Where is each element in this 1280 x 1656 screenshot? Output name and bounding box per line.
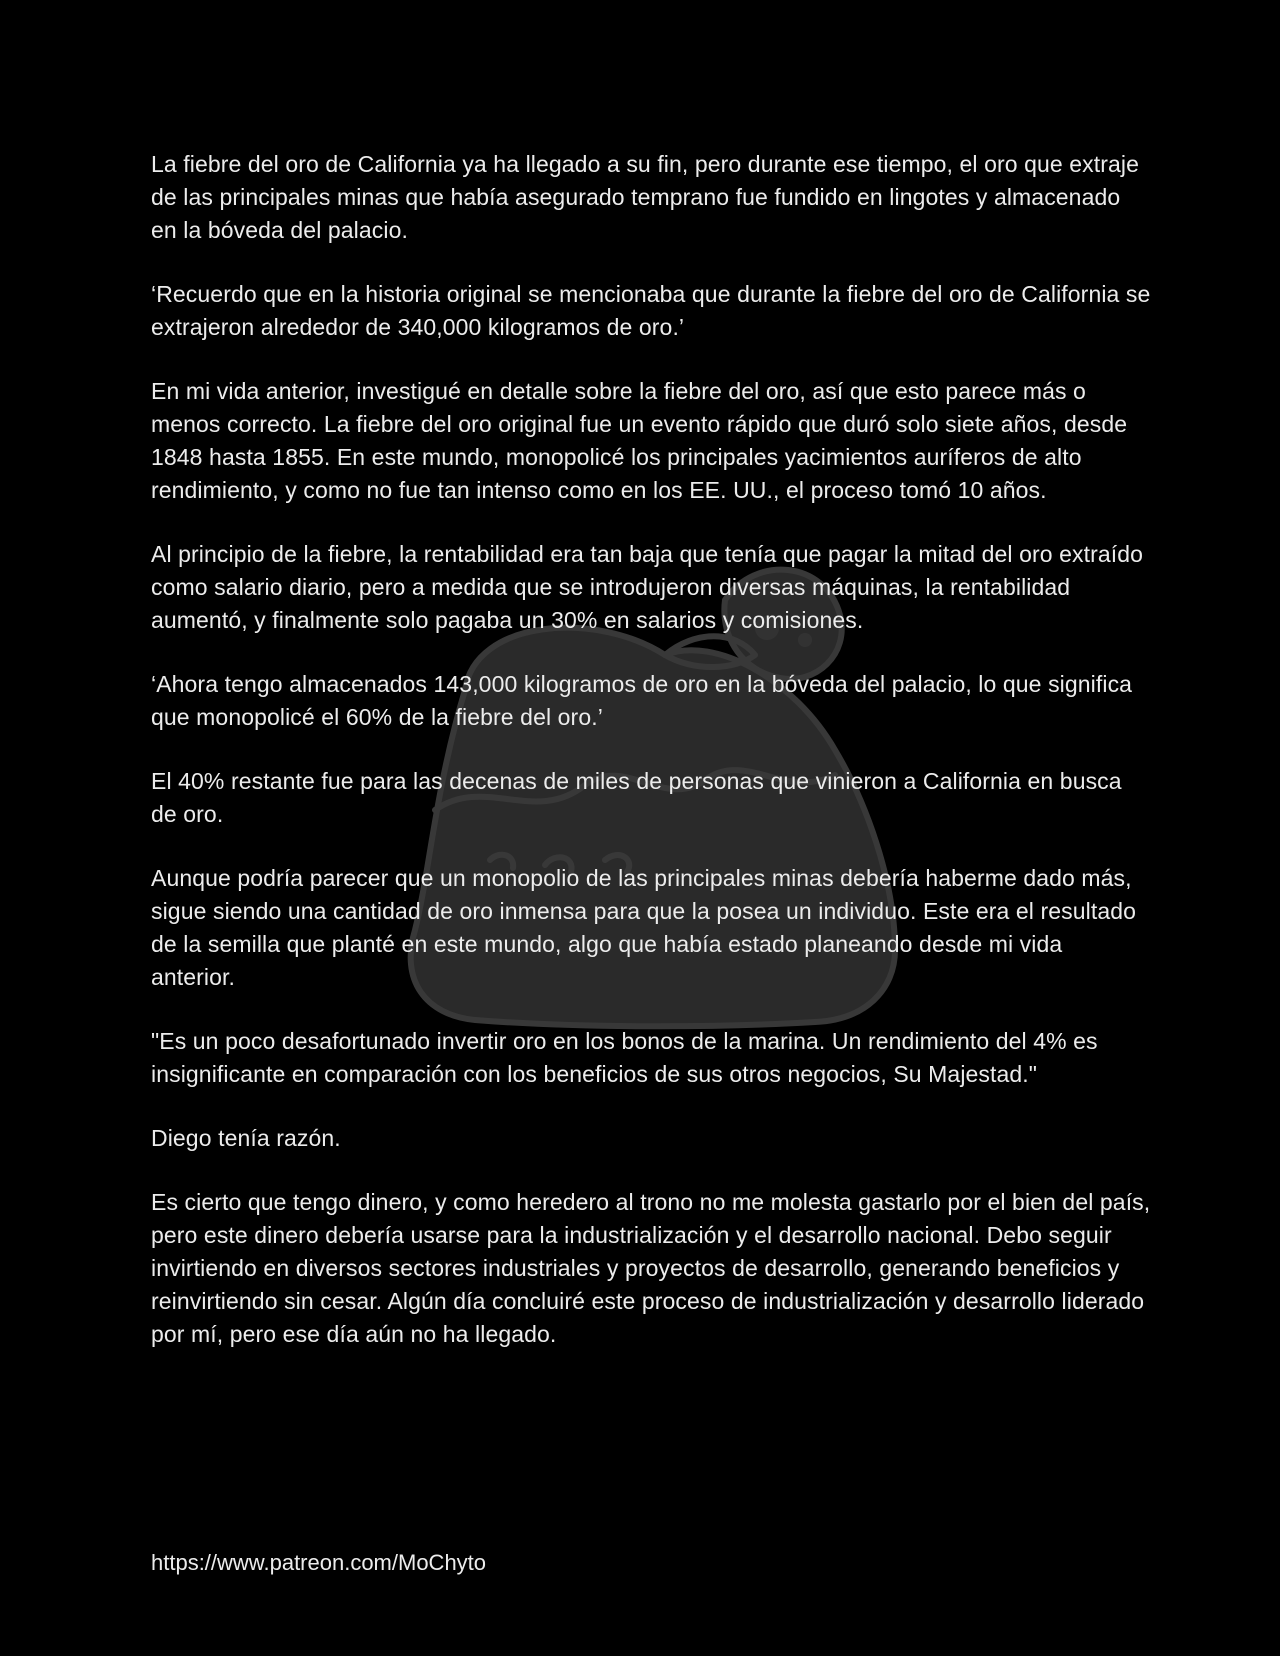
paragraph: Diego tenía razón. <box>151 1125 341 1151</box>
paragraph: Al principio de la fiebre, la rentabilidad era tan baja que tenía que pagar la mitad del oro extraído como salario diario, pero a medida que se introdujeron diversas máquinas, la rentabilidad aumentó, y finalmente solo pagaba un 30% en salarios y comisiones. <box>151 541 1144 633</box>
paragraph: Es cierto que tengo dinero, y como heredero al trono no me molesta gastarlo por el bien del país, pero este dinero debería usarse para la industrialización y el desarrollo nacional. Debo seguir invirtiendo en diversos sectores industriales y proyectos de desarrollo, generando beneficios y reinvirtiendo sin cesar. Algún día concluiré este proceso de industrialización y desarrollo liderado por mí, pero ese día aún no ha llegado. <box>151 1189 1151 1347</box>
patreon-link[interactable]: https://www.patreon.com/MoChyto <box>151 1550 487 1575</box>
paragraph: ‘Recuerdo que en la historia original se mencionaba que durante la fiebre del oro de California se extrajeron alrededor de 340,000 kilogramos de oro.’ <box>151 281 1151 340</box>
paragraph: Aunque podría parecer que un monopolio de las principales minas debería haberme dado más, sigue siendo una cantidad de oro inmensa para que la posea un individuo. Este era el resultado de la semilla que planté en este mundo, algo que había estado planeando desde mi vida anterior. <box>151 865 1137 990</box>
chapter-text <box>151 148 1151 1382</box>
paragraph: ‘Ahora tengo almacenados 143,000 kilogramos de oro en la bóveda del palacio, lo que significa que monopolicé el 60% de la fiebre del oro.’ <box>151 671 1133 730</box>
paragraph: El 40% restante fue para las decenas de miles de personas que vinieron a California en busca de oro. <box>151 768 1122 827</box>
paragraph: La fiebre del oro de California ya ha llegado a su fin, pero durante ese tiempo, el oro que extraje de las principales minas que había asegurado temprano fue fundido en lingotes y almacenado en la bóveda del palacio. <box>151 151 1140 243</box>
paragraph: "Es un poco desafortunado invertir oro en los bonos de la marina. Un rendimiento del 4% es insignificante en comparación con los beneficios de sus otros negocios, Su Majestad." <box>151 1028 1098 1087</box>
paragraph: En mi vida anterior, investigué en detalle sobre la fiebre del oro, así que esto parece más o menos correcto. La fiebre del oro original fue un evento rápido que duró solo siete años, desde 1848 hasta 1855. En este mundo, monopolicé los principales yacimientos auríferos de alto rendimiento, y como no fue tan intenso como en los EE. UU., el proceso tomó 10 años. <box>151 378 1128 503</box>
